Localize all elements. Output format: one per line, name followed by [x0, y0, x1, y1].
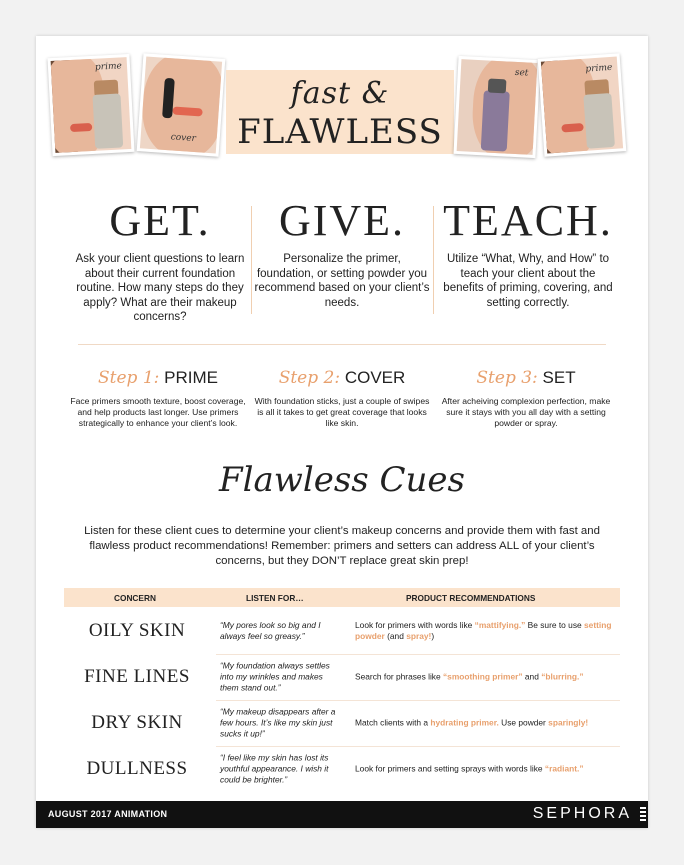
photo-note: prime — [94, 61, 123, 73]
concern-cell: FINE LINES — [84, 666, 190, 687]
highlight-text: sparingly! — [548, 717, 589, 728]
listen-cell: “My foundation always settles into my wrinkles and makes them stand out.” — [220, 660, 330, 693]
concern-cell: DULLNESS — [86, 758, 188, 779]
photo-note: prime — [585, 62, 613, 75]
pillar-get — [72, 198, 248, 325]
listen-cell: “I feel like my skin has lost its youthful appearance. I wish it could be brighter.” — [220, 752, 329, 785]
footer-label: AUGUST 2017 ANIMATION — [48, 809, 168, 819]
rec-text: and — [522, 671, 542, 682]
header-concern: CONCERN — [114, 593, 156, 603]
pillar-title: GET. — [109, 196, 211, 245]
pillar-text: Utilize “What, Why, and How” to teach your client about the benefits of priming, covering, and setting correctly. — [443, 253, 613, 309]
pillar-give — [254, 198, 430, 310]
table-row — [64, 746, 620, 792]
highlight-text: spray! — [406, 631, 432, 641]
highlight-text: setting powder — [355, 620, 612, 641]
page-title: FLAWLESS — [237, 112, 443, 152]
recommendation-cell — [355, 620, 617, 642]
title-script: fast & — [290, 76, 390, 111]
table-row — [64, 654, 620, 700]
pillar-title: GIVE. — [278, 196, 406, 245]
rec-text: Look for primers with words like — [355, 620, 475, 630]
recommendation-cell — [355, 672, 617, 683]
pillar-text: Personalize the primer, foundation, or setting powder you recommend based on your client’s needs. — [254, 253, 430, 309]
concern-cell: OILY SKIN — [88, 620, 186, 641]
rec-text: Look for primers and setting sprays with words like — [355, 763, 545, 774]
listen-cell: “My makeup disappears after a few hours. It’s like my skin just sucks it up!” — [220, 706, 336, 739]
highlight-text: “smoothing primer” — [442, 671, 523, 682]
highlight-text: hydrating primer. — [430, 717, 499, 728]
rec-text: Use powder — [498, 717, 549, 728]
step-label: Step 3: — [476, 368, 538, 388]
cues-intro: Listen for these client cues to determine your client’s makeup concerns and provide them with fast and flawless product recommendations! Remember: primers and setters can address ALL of your client’s concerns, but they DON’T replace great skin prep! — [84, 525, 600, 567]
photo-note: cover — [170, 132, 197, 145]
divider — [433, 206, 434, 314]
step-name: PRIME — [164, 368, 218, 387]
rec-text: (and — [384, 631, 407, 641]
table-row — [64, 700, 620, 746]
photo-prime-1 — [47, 54, 134, 156]
flyer-page — [36, 36, 648, 828]
pillar-text: Ask your client questions to learn about their current foundation routine. How many steps do they apply? What are their makeup concerns? — [75, 253, 245, 323]
photo-prime-2 — [538, 53, 627, 156]
highlight-text: “mattifying.” — [474, 620, 526, 630]
rec-text: ) — [431, 631, 435, 641]
logo-bars-icon — [640, 807, 646, 823]
brand-logo: SEPHORA — [532, 805, 632, 822]
listen-cell: “My pores look so big and I always feel so greasy.” — [220, 620, 321, 641]
step-text: After acheiving complexion perfection, make sure it stays with you all day with a setting powder or spray. — [441, 396, 611, 428]
cues-title: Flawless Cues — [218, 460, 466, 500]
step-name: SET — [542, 368, 576, 387]
rec-text: Search for phrases like — [355, 671, 443, 682]
step-label: Step 1: — [98, 368, 160, 388]
header-rec: PRODUCT RECOMMENDATIONS — [406, 593, 536, 603]
title-banner — [226, 70, 454, 154]
section-divider — [78, 344, 606, 345]
table-row — [64, 608, 620, 654]
highlight-text: “radiant.” — [544, 763, 584, 774]
recommendation-cell — [355, 718, 617, 729]
step-text: With foundation sticks, just a couple of swipes is all it takes to get great coverage that looks like skin. — [254, 396, 430, 428]
pillar-teach — [440, 198, 616, 310]
photo-set — [453, 56, 540, 158]
step-set — [436, 368, 616, 429]
photo-note: set — [514, 67, 529, 79]
header-listen: LISTEN FOR… — [246, 593, 304, 603]
step-prime — [68, 368, 248, 429]
rec-text: Be sure to use — [525, 620, 585, 630]
pillar-title: TEACH. — [443, 196, 613, 245]
step-name: COVER — [344, 368, 406, 387]
step-text: Face primers smooth texture, boost coverage, and help products last longer. Use primers strategically to enhance your client’s look. — [70, 396, 246, 428]
table-header — [64, 588, 620, 607]
concern-cell: DRY SKIN — [91, 712, 183, 733]
recommendation-cell — [355, 764, 617, 775]
footer-bar — [36, 801, 648, 828]
rec-text: Match clients with a — [355, 717, 431, 728]
divider — [251, 206, 252, 314]
step-label: Step 2: — [278, 368, 341, 388]
photo-cover — [137, 53, 226, 156]
step-cover — [252, 368, 432, 429]
highlight-text: “blurring.” — [541, 671, 584, 682]
